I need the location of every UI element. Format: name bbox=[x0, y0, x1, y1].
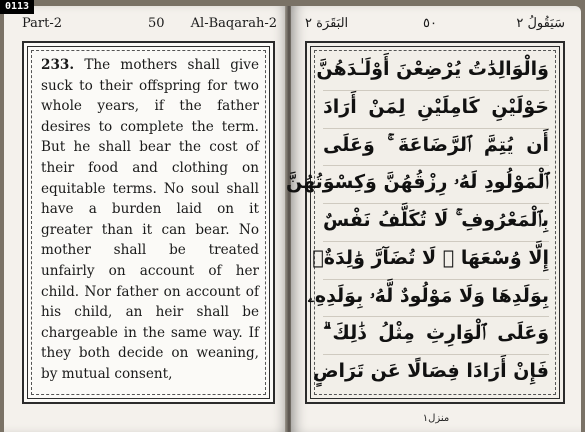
arabic-line: أَن يُتِمَّ ٱلرَّضَاعَةَ ۚ وَعَلَى bbox=[323, 129, 549, 167]
surah-name: Al-Baqarah-2 bbox=[190, 16, 277, 31]
arabic-line: ٱلْمَوْلُودِ لَهُۥ رِزْقُهُنَّ وَكِسْوَتُهُنَّ bbox=[323, 166, 549, 204]
arabic-text bbox=[285, 53, 549, 392]
arabic-frame bbox=[285, 41, 565, 404]
part-label: Part-2 bbox=[22, 16, 63, 31]
left-page bbox=[4, 6, 289, 432]
manzil-mark: منزل١ bbox=[422, 413, 450, 424]
arabic-line: إِلَّا وُسْعَهَا ۚ لَا تُضَآرَّ وَٰلِدَةٌۢ bbox=[323, 242, 549, 280]
left-running-head bbox=[22, 16, 277, 34]
arabic-line: وَعَلَى ٱلْوَارِثِ مِثْلُ ذَٰلِكَ ۗ bbox=[323, 317, 549, 355]
translation-text bbox=[41, 55, 259, 385]
verse-number: 233. bbox=[41, 57, 75, 73]
part-label-arabic: سَيَقُولُ ٢ bbox=[516, 16, 565, 31]
arabic-line: وَالْوَالِدَٰتُ يُرْضِعْنَ أَوْلَـٰدَهُنَّ bbox=[323, 53, 549, 91]
page-number-arabic: ٥٠ bbox=[423, 16, 437, 31]
page-number: 50 bbox=[148, 16, 165, 31]
translation-frame bbox=[22, 41, 275, 404]
scan-label: 0113 bbox=[0, 0, 34, 14]
right-page bbox=[285, 6, 581, 432]
right-running-head bbox=[305, 16, 565, 34]
surah-name-arabic: البَقَرَة ٢ bbox=[305, 16, 349, 31]
arabic-line: فَإِنْ أَرَادَا فِصَالًا عَن تَرَاضٍ bbox=[312, 360, 549, 383]
arabic-line: حَوْلَيْنِ كَامِلَيْنِ لِمَنْ أَرَادَ bbox=[323, 91, 549, 129]
arabic-line: بِوَلَدِهَا وَلَا مَوْلُودٌ لَّهُۥ بِوَلَدِهِۦ bbox=[323, 280, 549, 318]
verse-text: The mothers shall give suck to their offspring for two whole years, if the father desires to complete the term. But he shall bear the cost of their food and clothing on equitable terms. No soul shall have a burden laid on it greater than it can bear. No mother shall be treated unfairly on account of her child. Nor father on account of his child, an heir shall be chargeable in the same way. If they both decide on weaning, by mutual consent, bbox=[41, 57, 259, 382]
arabic-line: بِٱلْمَعْرُوفِ ۚ لَا تُكَلَّفُ نَفْسٌ bbox=[323, 204, 549, 242]
